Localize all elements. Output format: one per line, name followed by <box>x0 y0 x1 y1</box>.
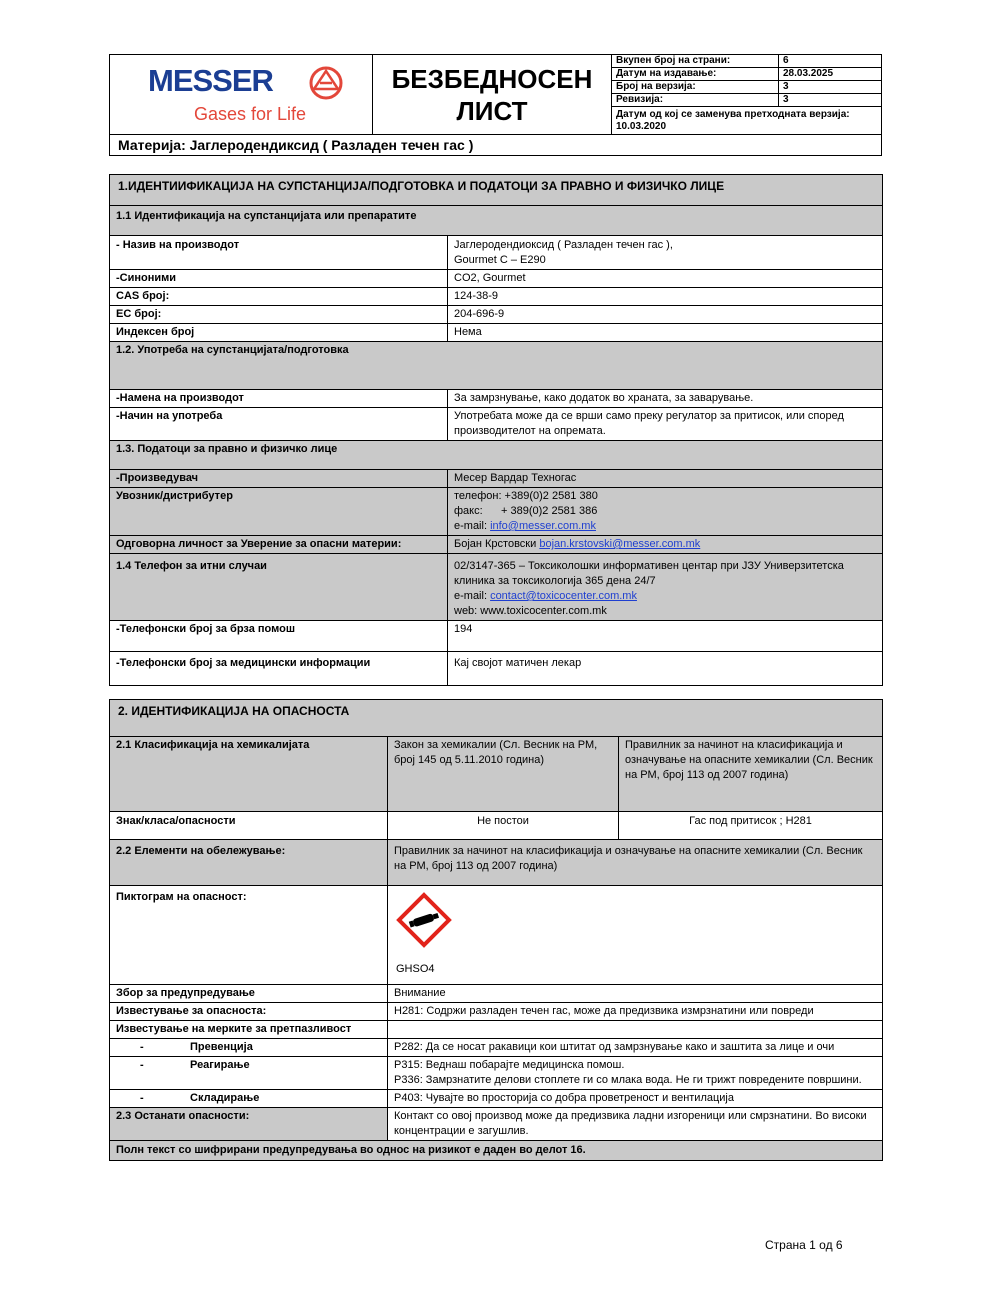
purpose-value: За замрзнување, како додаток во храната, за заварување. <box>448 390 883 408</box>
messer-emblem-icon <box>308 65 344 101</box>
importer-email-link[interactable]: info@messer.com.mk <box>490 520 596 532</box>
prevention-label-text: Превенција <box>190 1041 253 1053</box>
medical-label: -Телефонски број за медицински информации <box>110 652 448 686</box>
section-2-table <box>109 699 883 1161</box>
section-2-title: 2. ИДЕНТИФИКАЦИЈА НА ОПАСНОСТА <box>110 700 883 737</box>
meta-label: Вкупен број на страни: <box>612 55 779 68</box>
meta-row <box>612 81 881 94</box>
section-1-title: 1.ИДЕНТИИФИКАЦИЈА НА СУПСТАНЦИЈА/ПОДГОТОВКА И ПОДАТОЦИ ЗА ПРАВНО И ФИЗИЧКО ЛИЦЕ <box>110 175 883 206</box>
precaution-empty <box>388 1021 883 1039</box>
title-line-2: ЛИСТ <box>456 95 528 126</box>
product-name-line-2: Gourmet C – E290 <box>454 254 546 266</box>
logo-tagline: Gases for Life <box>194 104 307 124</box>
prevention-value: P282: Да се носат ракавици кои штитат од замрзнување како и заштита за лице и очи <box>388 1039 883 1057</box>
responsible-label: Одговорна личност за Уверение за опасни материи: <box>110 536 448 554</box>
importer-value <box>448 488 883 536</box>
emergency-email-line <box>454 589 876 604</box>
purpose-label: -Намена на производот <box>110 390 448 408</box>
storage-label-text: Складирање <box>190 1092 260 1104</box>
prevention-label: - Превенција <box>110 1039 388 1057</box>
response-label-text: Реагирање <box>190 1059 250 1071</box>
other-hazards-value: Контакт со овој производ може да предизвика ладни изгореници или смрзнатини. Во високи концентрации е загушлив. <box>388 1108 883 1141</box>
section-1-table <box>109 174 883 686</box>
usage-value: Употребата може да се врши само преку регулатор за притисок, или според производителот на опремата. <box>448 408 883 441</box>
pictogram-code: GHSO4 <box>396 963 435 975</box>
responsible-value <box>448 536 883 554</box>
other-hazards-label: 2.3 Останати опасности: <box>110 1108 388 1141</box>
meta-value: 28.03.2025 <box>779 68 882 81</box>
producer-value: Месер Вардар Техногас <box>448 470 883 488</box>
importer-label: Увозник/дистрибутер <box>110 488 448 536</box>
pictogram-label: Пиктограм на опасност: <box>110 886 388 985</box>
classification-law: Закон за хемикалии (Сл. Весник на РМ, број 145 од 5.11.2010 година) <box>388 737 619 812</box>
meta-value: 3 <box>779 81 882 94</box>
classification-label: 2.1 Класификација на хемикалијата <box>110 737 388 812</box>
document-title <box>373 55 612 135</box>
importer-phone: телефон: +389(0)2 2581 380 <box>454 490 598 502</box>
cas-label: CAS број: <box>110 288 448 306</box>
sign-rulebook-value: Гас под притисок ; H281 <box>619 812 883 840</box>
firstaid-label: -Телефонски број за брза помош <box>110 621 448 652</box>
response-line-2: P336: Замрзнатите делови стоплете ги со млака вода. Не ги трижт повредените површини. <box>394 1074 862 1086</box>
ec-label: EC број: <box>110 306 448 324</box>
meta-row <box>612 107 881 135</box>
meta-label: Број на верзија: <box>612 81 779 94</box>
hazard-statement-value: H281: Содржи разладен течен гас, може да предизвика измрзнатини или повреди <box>388 1003 883 1021</box>
meta-value: 6 <box>779 55 882 68</box>
product-name-value <box>448 236 883 270</box>
product-name-line-1: Јаглеродендиоксид ( Разладен течен гас ), <box>454 239 673 251</box>
subsection-1-1-title: 1.1 Идентификација на супстанцијата или препаратите <box>110 206 883 236</box>
meta-table <box>612 55 881 134</box>
messer-logo <box>148 63 348 129</box>
gas-cylinder-icon <box>396 892 452 948</box>
emergency-email-link[interactable]: contact@toxicocenter.com.mk <box>490 590 637 602</box>
emergency-text: 02/3147-365 – Токсиколошки информативен центар при ЈЗУ Универзитетска клиника за токсикологија 365 дена 24/7 <box>454 560 844 587</box>
emergency-value <box>448 554 883 621</box>
storage-label: - Складирање <box>110 1090 388 1108</box>
labelling-value: Правилник за начинот на класификација и означување на опасните хемикалии (Сл. Весник на РМ, број 113 од 2007 година) <box>388 840 883 886</box>
ec-value: 204-696-9 <box>448 306 883 324</box>
meta-cell <box>612 55 882 135</box>
signal-word-label: Збор за предупредување <box>110 985 388 1003</box>
hazard-statement-label: Известување за опасноста: <box>110 1003 388 1021</box>
full-text-note: Полн текст со шифрирани предупредувања во однос на ризикот е даден во делот 16. <box>110 1141 883 1161</box>
meta-label: Датум на издавање: <box>612 68 779 81</box>
emergency-web: web: www.toxicocenter.com.mk <box>454 605 607 617</box>
importer-email-prefix: e-mail: <box>454 520 491 532</box>
producer-label: -Произведувач <box>110 470 448 488</box>
labelling-label: 2.2 Елементи на обележување: <box>110 840 388 886</box>
meta-label: Ревизија: <box>612 94 779 107</box>
cas-value: 124-38-9 <box>448 288 883 306</box>
meta-row <box>612 68 881 81</box>
material-name: Материја: Јаглеродендиксид ( Разладен течен гас ) <box>110 135 882 156</box>
sign-law-value: Не постои <box>388 812 619 840</box>
index-label: Индексен број <box>110 324 448 342</box>
replaced-version: Датум од кој се заменува претходната верзија: 10.03.2020 <box>616 109 850 132</box>
emergency-label: 1.4 Телефон за итни случаи <box>110 554 448 621</box>
subsection-1-2-title: 1.2. Употреба на супстанцијата/подготовка <box>110 342 883 390</box>
response-value <box>388 1057 883 1090</box>
synonyms-value: CO2, Gourmet <box>448 270 883 288</box>
emergency-email-prefix: e-mail: <box>454 590 491 602</box>
storage-value: P403: Чувајте во просторија со добра проветреност и вентилација <box>388 1090 883 1108</box>
classification-rulebook: Правилник за начинот на класификација и означување на опасните хемикалии (Сл. Весник на РМ, број 113 од 2007 година) <box>619 737 883 812</box>
precaution-label: Известување на мерките за претпазливост <box>110 1021 388 1039</box>
synonyms-label: -Синоними <box>110 270 448 288</box>
subsection-1-3-title: 1.3. Податоци за правно и физичко лице <box>110 441 883 470</box>
document-header <box>109 54 882 156</box>
page-number: Страна 1 од 6 <box>765 1238 843 1252</box>
medical-value: Кај својот матичен лекар <box>448 652 883 686</box>
sign-label: Знак/класа/опасности <box>110 812 388 840</box>
pictogram-cell <box>388 886 883 985</box>
product-name-label: - Назив на производот <box>110 236 448 270</box>
index-value: Нема <box>448 324 883 342</box>
responsible-email-link[interactable]: bojan.krstovski@messer.com.mk <box>539 538 701 550</box>
response-label: - Реагирање <box>110 1057 388 1090</box>
meta-value: 3 <box>779 94 882 107</box>
responsible-name: Бојан Крстовски <box>454 538 540 550</box>
meta-row <box>612 94 881 107</box>
signal-word-value: Внимание <box>388 985 883 1003</box>
logo-wordmark: MESSER <box>148 63 273 98</box>
title-line-1: БЕЗБЕДНОСЕН <box>391 63 593 94</box>
importer-email-line <box>454 519 876 534</box>
response-line-1: P315: Веднаш побарајте медицинска помош. <box>394 1059 625 1071</box>
firstaid-value: 194 <box>448 621 883 652</box>
meta-row <box>612 55 881 68</box>
importer-fax: факс: + 389(0)2 2581 386 <box>454 505 598 517</box>
logo-cell <box>110 55 373 135</box>
usage-label: -Начин на употреба <box>110 408 448 441</box>
